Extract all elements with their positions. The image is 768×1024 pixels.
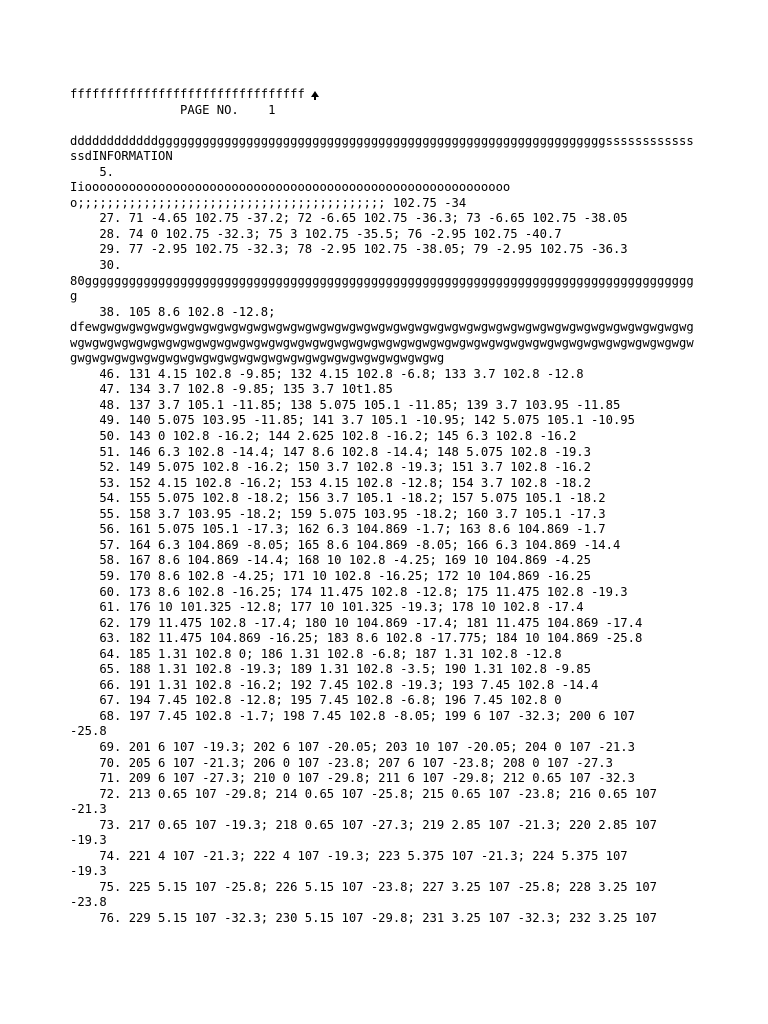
- page-number: PAGE NO. 1: [70, 102, 276, 117]
- listing-line: 74. 221 4 107 -21.3; 222 4 107 -19.3; 223 5.375 107 -21.3; 224 5.375 107: [70, 848, 628, 863]
- dfew-paragraph: dfewgwgwgwgwgwgwgwgwgwgwgwgwgwgwgwgwgwgwgwgwgwgwgwgwgwgwgwgwgwgwgwgwgwgwgwgwgwgwgwgwgwgwgwgwgwgwgwgwgwgwgwgwgwgwgwgwgwgwgwgwgwgwgwgwgwgwgwgwgwgwgwgwgwgwgwgwgwgwgwgwgwgwgwgwgwgwgwgwgwgwgwgwgwgwgwgwgwgwgwgwgwgwgwgwgwgwgwgwg: [70, 320, 694, 366]
- eighty-paragraph: 80gggggggggggggggggggggggggggggggggggggggggggggggggggggggggggggggggggggggggggggggggggg: [70, 273, 694, 304]
- listing-line: 69. 201 6 107 -19.3; 202 6 107 -20.05; 203 10 107 -20.05; 204 0 107 -21.3: [70, 739, 635, 754]
- header-text: ffffffffffffffffffffffffffffffff: [70, 87, 305, 101]
- listing-line: 71. 209 6 107 -27.3; 210 0 107 -29.8; 211 6 107 -29.8; 212 0.65 107 -32.3: [70, 771, 635, 786]
- listing-line: 54. 155 5.075 102.8 -18.2; 156 3.7 105.1 -18.2; 157 5.075 105.1 -18.2: [70, 491, 606, 506]
- io-paragraph: Iiooooooooooooooooooooooooooooooooooooooooooooooooooooooooooo;;;;;;;;;;;;;;;;;;;;;;;;;;;;;;;;;;;;;;;;;; 102.75 -34: [70, 180, 511, 210]
- listing-line: 70. 205 6 107 -21.3; 206 0 107 -23.8; 207 6 107 -23.8; 208 0 107 -27.3: [70, 755, 613, 770]
- listing-line: 55. 158 3.7 103.95 -18.2; 159 5.075 103.95 -18.2; 160 3.7 105.1 -17.3: [70, 506, 606, 521]
- listing-line: -19.3: [70, 833, 107, 848]
- listing-line: -25.8: [70, 724, 107, 739]
- blank-line: [70, 118, 700, 134]
- listing-line: 38. 105 8.6 102.8 -12.8;: [70, 304, 276, 319]
- listing-line: 72. 213 0.65 107 -29.8; 214 0.65 107 -25.8; 215 0.65 107 -23.8; 216 0.65 107: [70, 786, 657, 801]
- listing-line: 68. 197 7.45 102.8 -1.7; 198 7.45 102.8 -8.05; 199 6 107 -32.3; 200 6 107: [70, 708, 635, 723]
- header-line: [70, 87, 700, 103]
- listing-line: 50. 143 0 102.8 -16.2; 144 2.625 102.8 -16.2; 145 6.3 102.8 -16.2: [70, 429, 577, 444]
- listing-line: 49. 140 5.075 103.95 -11.85; 141 3.7 105.1 -10.95; 142 5.075 105.1 -10.95: [70, 413, 635, 428]
- listing-line: -23.8: [70, 895, 107, 910]
- listing-line: 30.: [70, 258, 122, 273]
- caret-up-icon: [311, 91, 319, 97]
- listing-line: 67. 194 7.45 102.8 -12.8; 195 7.45 102.8 -6.8; 196 7.45 102.8 0: [70, 693, 562, 708]
- listing-line: 46. 131 4.15 102.8 -9.85; 132 4.15 102.8 -6.8; 133 3.7 102.8 -12.8: [70, 366, 584, 381]
- info-paragraph: ddddddddddddgggggggggggggggggggggggggggggggggggggggggggggggggggggggggggggssssssssssssssdINFORMATION: [70, 133, 694, 164]
- listing-line: 59. 170 8.6 102.8 -4.25; 171 10 102.8 -16.25; 172 10 104.869 -16.25: [70, 568, 591, 583]
- listing-line: 51. 146 6.3 102.8 -14.4; 147 8.6 102.8 -14.4; 148 5.075 102.8 -19.3: [70, 444, 591, 459]
- listing-line: 29. 77 -2.95 102.75 -32.3; 78 -2.95 102.75 -38.05; 79 -2.95 102.75 -36.3: [70, 242, 628, 257]
- listing-line: -19.3: [70, 864, 107, 879]
- listing-line: 61. 176 10 101.325 -12.8; 177 10 101.325 -19.3; 178 10 102.8 -17.4: [70, 600, 584, 615]
- listing-line: 28. 74 0 102.75 -32.3; 75 3 102.75 -35.5; 76 -2.95 102.75 -40.7: [70, 226, 562, 241]
- listing-line: 66. 191 1.31 102.8 -16.2; 192 7.45 102.8 -19.3; 193 7.45 102.8 -14.4: [70, 677, 599, 692]
- listing-line: 47. 134 3.7 102.8 -9.85; 135 3.7 10t1.85: [70, 382, 393, 397]
- listing-line: 53. 152 4.15 102.8 -16.2; 153 4.15 102.8 -12.8; 154 3.7 102.8 -18.2: [70, 475, 591, 490]
- listing-line: 63. 182 11.475 104.869 -16.25; 183 8.6 102.8 -17.775; 184 10 104.869 -25.8: [70, 631, 643, 646]
- document-page: [70, 87, 700, 927]
- listing-line: 64. 185 1.31 102.8 0; 186 1.31 102.8 -6.8; 187 1.31 102.8 -12.8: [70, 646, 562, 661]
- listing-line: 60. 173 8.6 102.8 -16.25; 174 11.475 102.8 -12.8; 175 11.475 102.8 -19.3: [70, 584, 628, 599]
- listing-line: 62. 179 11.475 102.8 -17.4; 180 10 104.869 -17.4; 181 11.475 104.869 -17.4: [70, 615, 643, 630]
- listing-line: 75. 225 5.15 107 -25.8; 226 5.15 107 -23.8; 227 3.25 107 -25.8; 228 3.25 107: [70, 879, 657, 894]
- listing-line: 73. 217 0.65 107 -19.3; 218 0.65 107 -27.3; 219 2.85 107 -21.3; 220 2.85 107: [70, 817, 657, 832]
- listing-line: 76. 229 5.15 107 -32.3; 230 5.15 107 -29.8; 231 3.25 107 -32.3; 232 3.25 107: [70, 910, 657, 925]
- listing-line: 52. 149 5.075 102.8 -16.2; 150 3.7 102.8 -19.3; 151 3.7 102.8 -16.2: [70, 460, 591, 475]
- listing-line: 65. 188 1.31 102.8 -19.3; 189 1.31 102.8 -3.5; 190 1.31 102.8 -9.85: [70, 662, 591, 677]
- listing-line: 27. 71 -4.65 102.75 -37.2; 72 -6.65 102.75 -36.3; 73 -6.65 102.75 -38.05: [70, 211, 628, 226]
- listing-line: 58. 167 8.6 104.869 -14.4; 168 10 102.8 -4.25; 169 10 104.869 -4.25: [70, 553, 591, 568]
- listing-line: -21.3: [70, 802, 107, 817]
- listing-line: 57. 164 6.3 104.869 -8.05; 165 8.6 104.869 -8.05; 166 6.3 104.869 -14.4: [70, 537, 621, 552]
- listing-line: 56. 161 5.075 105.1 -17.3; 162 6.3 104.869 -1.7; 163 8.6 104.869 -1.7: [70, 522, 606, 537]
- section-number: 5.: [70, 164, 115, 179]
- listing-line: 48. 137 3.7 105.1 -11.85; 138 5.075 105.1 -11.85; 139 3.7 103.95 -11.85: [70, 397, 621, 412]
- coordinate-listing: [70, 367, 700, 927]
